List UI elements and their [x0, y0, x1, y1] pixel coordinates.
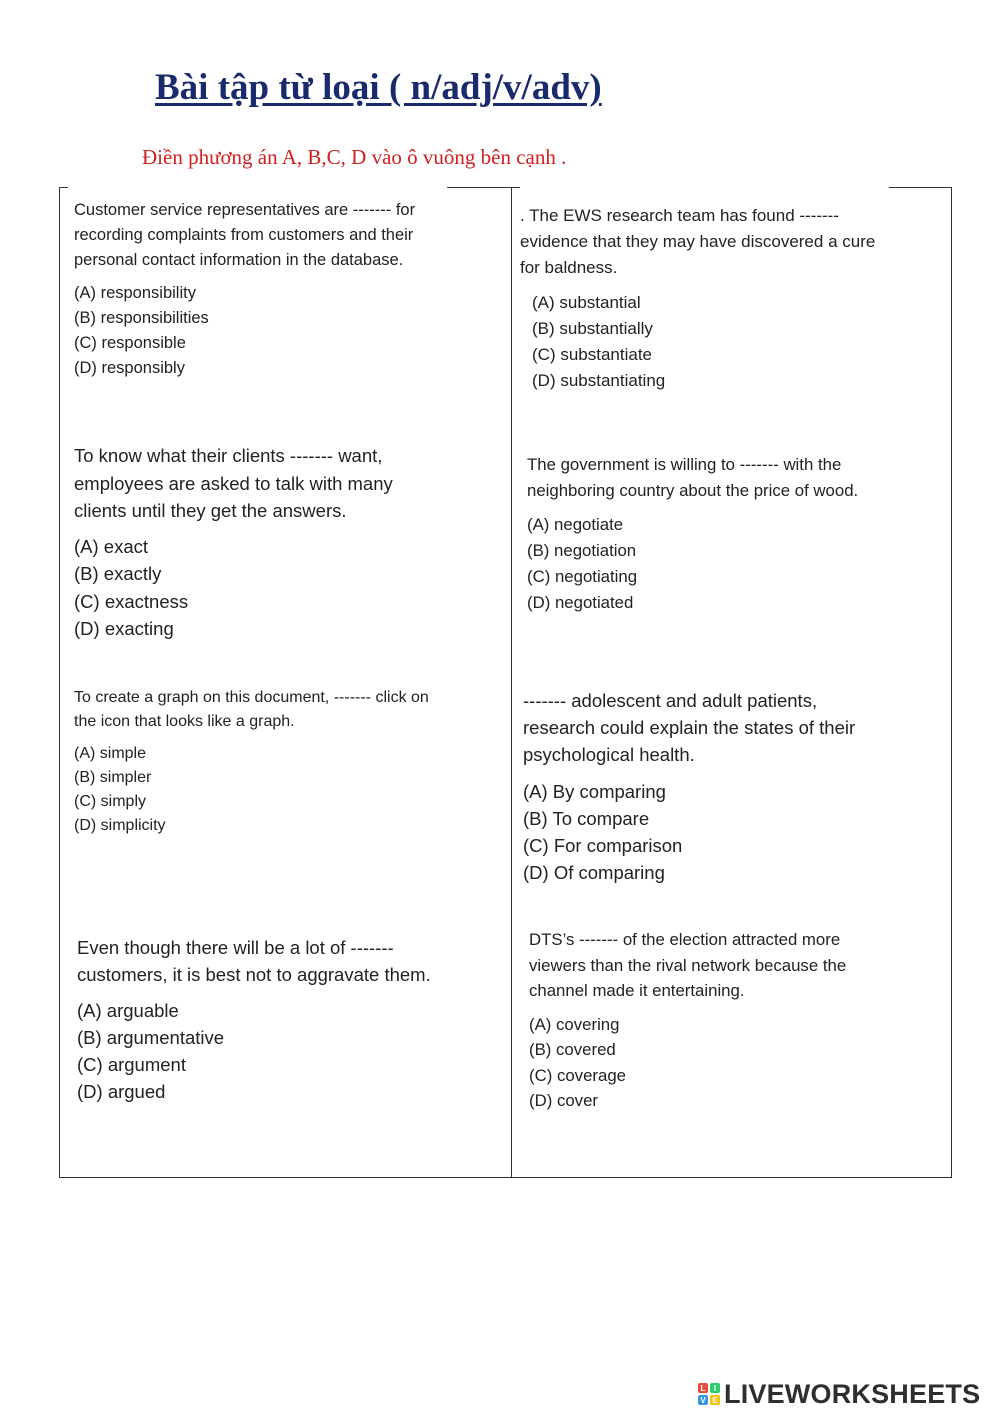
option-d[interactable]: (D) responsibly — [74, 359, 185, 377]
option-d[interactable]: (D) exacting — [74, 618, 174, 639]
option-c[interactable]: (C) simply — [74, 793, 146, 810]
question-3 — [74, 442, 446, 643]
question-8 — [529, 927, 899, 1114]
question-stem: Even though there will be a lot of ------- customers, it is best not to aggravate them. — [77, 937, 431, 985]
option-a[interactable]: (A) substantial — [532, 293, 641, 312]
question-7 — [77, 934, 477, 1105]
option-d[interactable]: (D) negotiated — [527, 593, 634, 612]
frame-bottom-border — [59, 1177, 952, 1178]
option-a[interactable]: (A) arguable — [77, 1000, 179, 1021]
question-stem: . The EWS research team has found ------- evidence that they may have discovered a cure for baldness. — [520, 206, 876, 277]
question-stem: Customer service representatives are ------- for recording complaints from customers and their personal contact information in the database. — [74, 201, 416, 269]
option-a[interactable]: (A) By comparing — [523, 781, 666, 802]
liveworksheets-logo — [698, 1376, 980, 1412]
logo-letter-e: E — [710, 1395, 720, 1405]
page-title: Bài tập từ loại ( n/adj/v/adv) — [155, 67, 602, 108]
question-stem: The government is willing to ------- with the neighboring country about the price of wood. — [527, 455, 859, 500]
option-a[interactable]: (A) simple — [74, 745, 147, 762]
option-b[interactable]: (B) covered — [529, 1040, 616, 1059]
option-b[interactable]: (B) substantially — [532, 319, 653, 338]
option-b[interactable]: (B) simpler — [74, 769, 152, 786]
option-d[interactable]: (D) argued — [77, 1081, 166, 1102]
option-c[interactable]: (C) argument — [77, 1054, 186, 1075]
option-c[interactable]: (C) exactness — [74, 590, 189, 612]
option-d[interactable]: (D) substantiating — [532, 371, 666, 390]
logo-mark-icon — [698, 1383, 720, 1405]
question-stem: To know what their clients ------- want, employees are asked to talk with many clients until they get the answers. — [74, 445, 393, 521]
option-b[interactable]: (B) To compare — [523, 808, 650, 829]
question-1 — [74, 198, 454, 381]
option-b[interactable]: (B) responsibilities — [74, 309, 209, 327]
option-a[interactable]: (A) responsibility — [74, 284, 196, 302]
frame-top-right-border — [889, 187, 952, 188]
option-a[interactable]: (A) covering — [529, 1014, 620, 1034]
logo-letter-l: L — [698, 1383, 708, 1393]
question-5 — [74, 686, 434, 838]
logo-letter-i: I — [710, 1383, 720, 1393]
option-c[interactable]: (C) coverage — [529, 1065, 626, 1085]
option-c[interactable]: (C) substantiate — [532, 345, 652, 364]
question-stem: DTS’s ------- of the election attracted more viewers than the rival network because the channel made it entertaining. — [529, 930, 847, 1000]
frame-top-left-border — [59, 187, 68, 188]
logo-text: LIVEWORKSHEETS — [724, 1378, 981, 1409]
frame-left-border — [59, 187, 60, 1178]
option-c[interactable]: (C) For comparison — [523, 835, 683, 856]
option-a[interactable]: (A) exact — [74, 535, 149, 557]
question-6 — [523, 687, 893, 886]
option-d[interactable]: (D) cover — [529, 1091, 598, 1110]
option-d[interactable]: (D) simplicity — [74, 817, 166, 834]
option-c[interactable]: (C) responsible — [74, 334, 186, 352]
frame-right-border — [951, 187, 952, 1178]
option-c[interactable]: (C) negotiating — [527, 567, 638, 586]
frame-center-divider — [511, 187, 512, 1178]
option-d[interactable]: (D) Of comparing — [523, 862, 665, 883]
instruction-text: Điền phương án A, B,C, D vào ô vuông bên cạnh . — [142, 145, 567, 169]
question-stem: To create a graph on this document, ------- click on the icon that looks like a graph. — [74, 689, 429, 730]
question-4 — [527, 452, 917, 616]
option-b[interactable]: (B) exactly — [74, 563, 162, 584]
option-a[interactable]: (A) negotiate — [527, 515, 624, 534]
frame-top-middle-border — [447, 187, 520, 188]
question-2 — [520, 203, 895, 394]
question-stem: ------- adolescent and adult patients, research could explain the states of their psychological health. — [523, 690, 856, 765]
logo-letter-v: V — [698, 1395, 708, 1405]
option-b[interactable]: (B) argumentative — [77, 1027, 225, 1048]
option-b[interactable]: (B) negotiation — [527, 541, 637, 560]
